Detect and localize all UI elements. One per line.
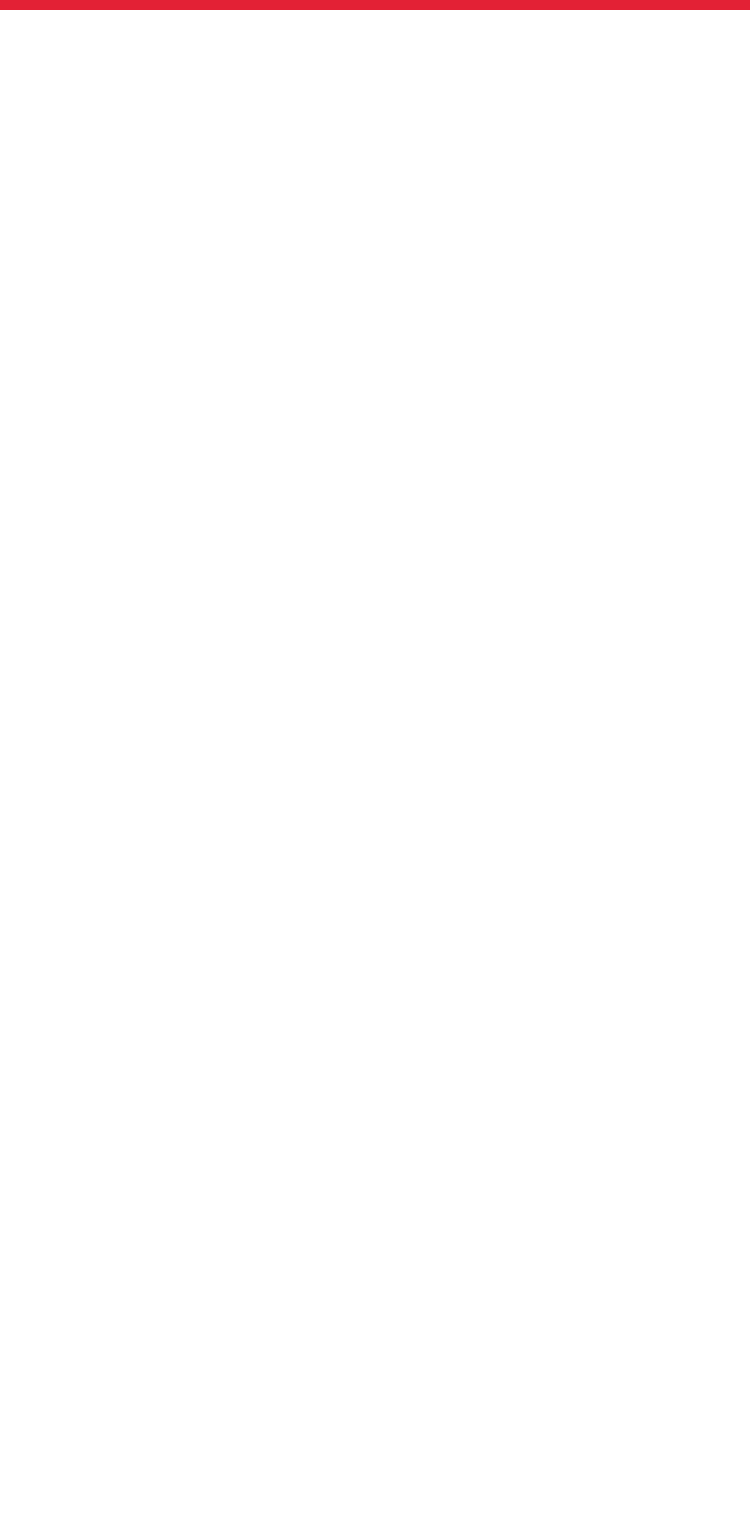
highlight-box [0, 0, 750, 10]
